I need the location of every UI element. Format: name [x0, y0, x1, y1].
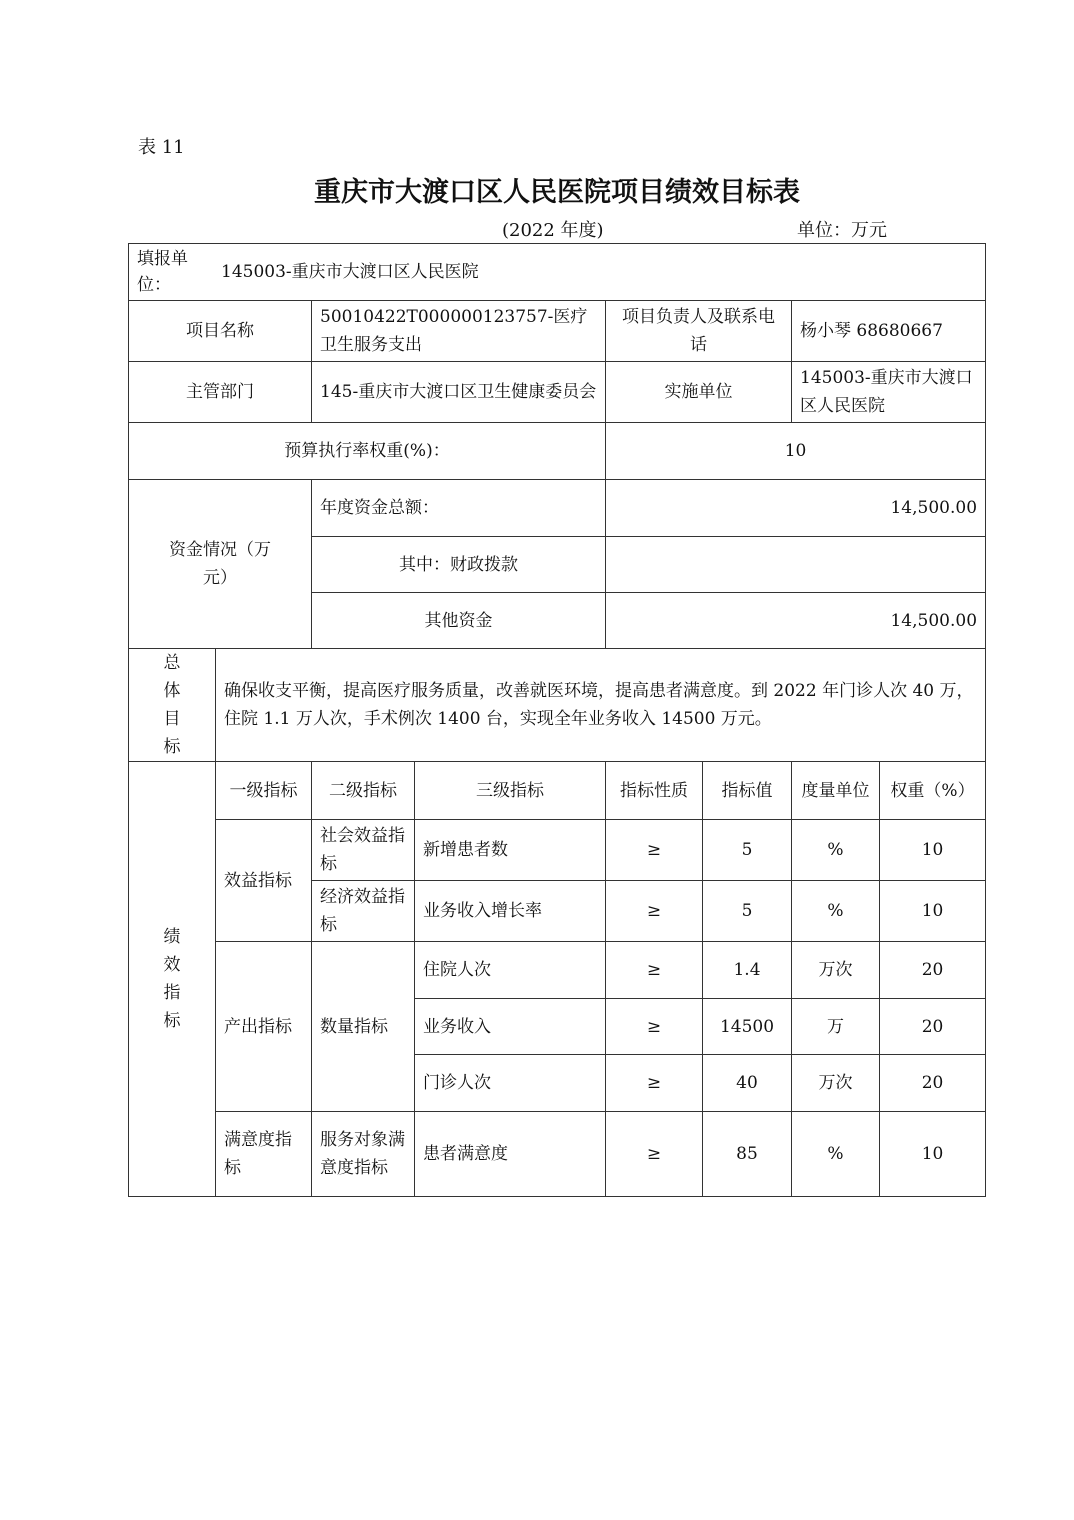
- level1: 产出指标: [216, 942, 312, 1112]
- value: [606, 537, 986, 593]
- level3: 患者满意度: [415, 1112, 606, 1197]
- label: 主管部门: [129, 362, 312, 423]
- unit: 万次: [792, 1055, 880, 1112]
- level1: 满意度指标: [216, 1112, 312, 1197]
- value: 14,500.00: [606, 480, 986, 537]
- header: 权重（%）: [880, 762, 986, 820]
- header: 度量单位: [792, 762, 880, 820]
- label: 填报单位：: [137, 249, 188, 295]
- val: 85: [703, 1112, 792, 1197]
- value: 145003-重庆市大渡口区人民医院: [792, 362, 986, 423]
- value: 145-重庆市大渡口区卫生健康委员会: [312, 362, 606, 423]
- op: ≥: [606, 1055, 703, 1112]
- level2: 经济效益指标: [312, 881, 415, 942]
- header: 指标性质: [606, 762, 703, 820]
- value: 杨小琴 68680667: [792, 301, 986, 362]
- weight: 20: [880, 999, 986, 1055]
- year: (2022 年度): [502, 220, 604, 241]
- label: 资金情况（万元）: [129, 480, 312, 649]
- op: ≥: [606, 999, 703, 1055]
- level3: 业务收入增长率: [415, 881, 606, 942]
- level1: 效益指标: [216, 820, 312, 942]
- label: 总体目标: [129, 649, 216, 762]
- page-title: 重庆市大渡口区人民医院项目绩效目标表: [314, 177, 800, 208]
- value: 14,500.00: [606, 593, 986, 649]
- unit: 万次: [792, 942, 880, 999]
- label: 预算执行率权重(%)：: [129, 423, 606, 480]
- label: 其中：财政拨款: [312, 537, 606, 593]
- level2: 数量指标: [312, 942, 415, 1112]
- value: 10: [606, 423, 986, 480]
- weight: 10: [880, 1112, 986, 1197]
- level3: 业务收入: [415, 999, 606, 1055]
- label: 项目名称: [129, 301, 312, 362]
- unit: %: [792, 881, 880, 942]
- label: 实施单位: [606, 362, 792, 423]
- level3: 住院人次: [415, 942, 606, 999]
- val: 5: [703, 820, 792, 881]
- header: 二级指标: [312, 762, 415, 820]
- label: 其他资金: [312, 593, 606, 649]
- table-number: 表 11: [138, 137, 185, 158]
- header: 一级指标: [216, 762, 312, 820]
- weight: 20: [880, 942, 986, 999]
- op: ≥: [606, 1112, 703, 1197]
- weight: 10: [880, 820, 986, 881]
- val: 40: [703, 1055, 792, 1112]
- unit: %: [792, 820, 880, 881]
- label: 绩效指标: [129, 762, 216, 1197]
- label: 项目负责人及联系电话: [606, 301, 792, 362]
- goal-text: 确保收支平衡，提高医疗服务质量，改善就医环境，提高患者满意度。到 2022 年门诊人次 40 万，住院 1.1 万人次，手术例次 1400 台，实现全年业务收入 14500 万元。: [216, 649, 986, 762]
- performance-table: [128, 243, 986, 1197]
- value: 50010422T000000123757-医疗卫生服务支出: [312, 301, 606, 362]
- header: 三级指标: [415, 762, 606, 820]
- value: 145003-重庆市大渡口区人民医院: [221, 262, 479, 282]
- label: 年度资金总额：: [312, 480, 606, 537]
- unit: 万: [792, 999, 880, 1055]
- level3: 新增患者数: [415, 820, 606, 881]
- weight: 10: [880, 881, 986, 942]
- op: ≥: [606, 820, 703, 881]
- fill-unit-cell: [129, 244, 986, 301]
- op: ≥: [606, 881, 703, 942]
- unit: 单位：万元: [797, 220, 887, 241]
- unit: %: [792, 1112, 880, 1197]
- val: 14500: [703, 999, 792, 1055]
- op: ≥: [606, 942, 703, 999]
- val: 5: [703, 881, 792, 942]
- level2: 服务对象满意度指标: [312, 1112, 415, 1197]
- level2: 社会效益指标: [312, 820, 415, 881]
- val: 1.4: [703, 942, 792, 999]
- header: 指标值: [703, 762, 792, 820]
- weight: 20: [880, 1055, 986, 1112]
- level3: 门诊人次: [415, 1055, 606, 1112]
